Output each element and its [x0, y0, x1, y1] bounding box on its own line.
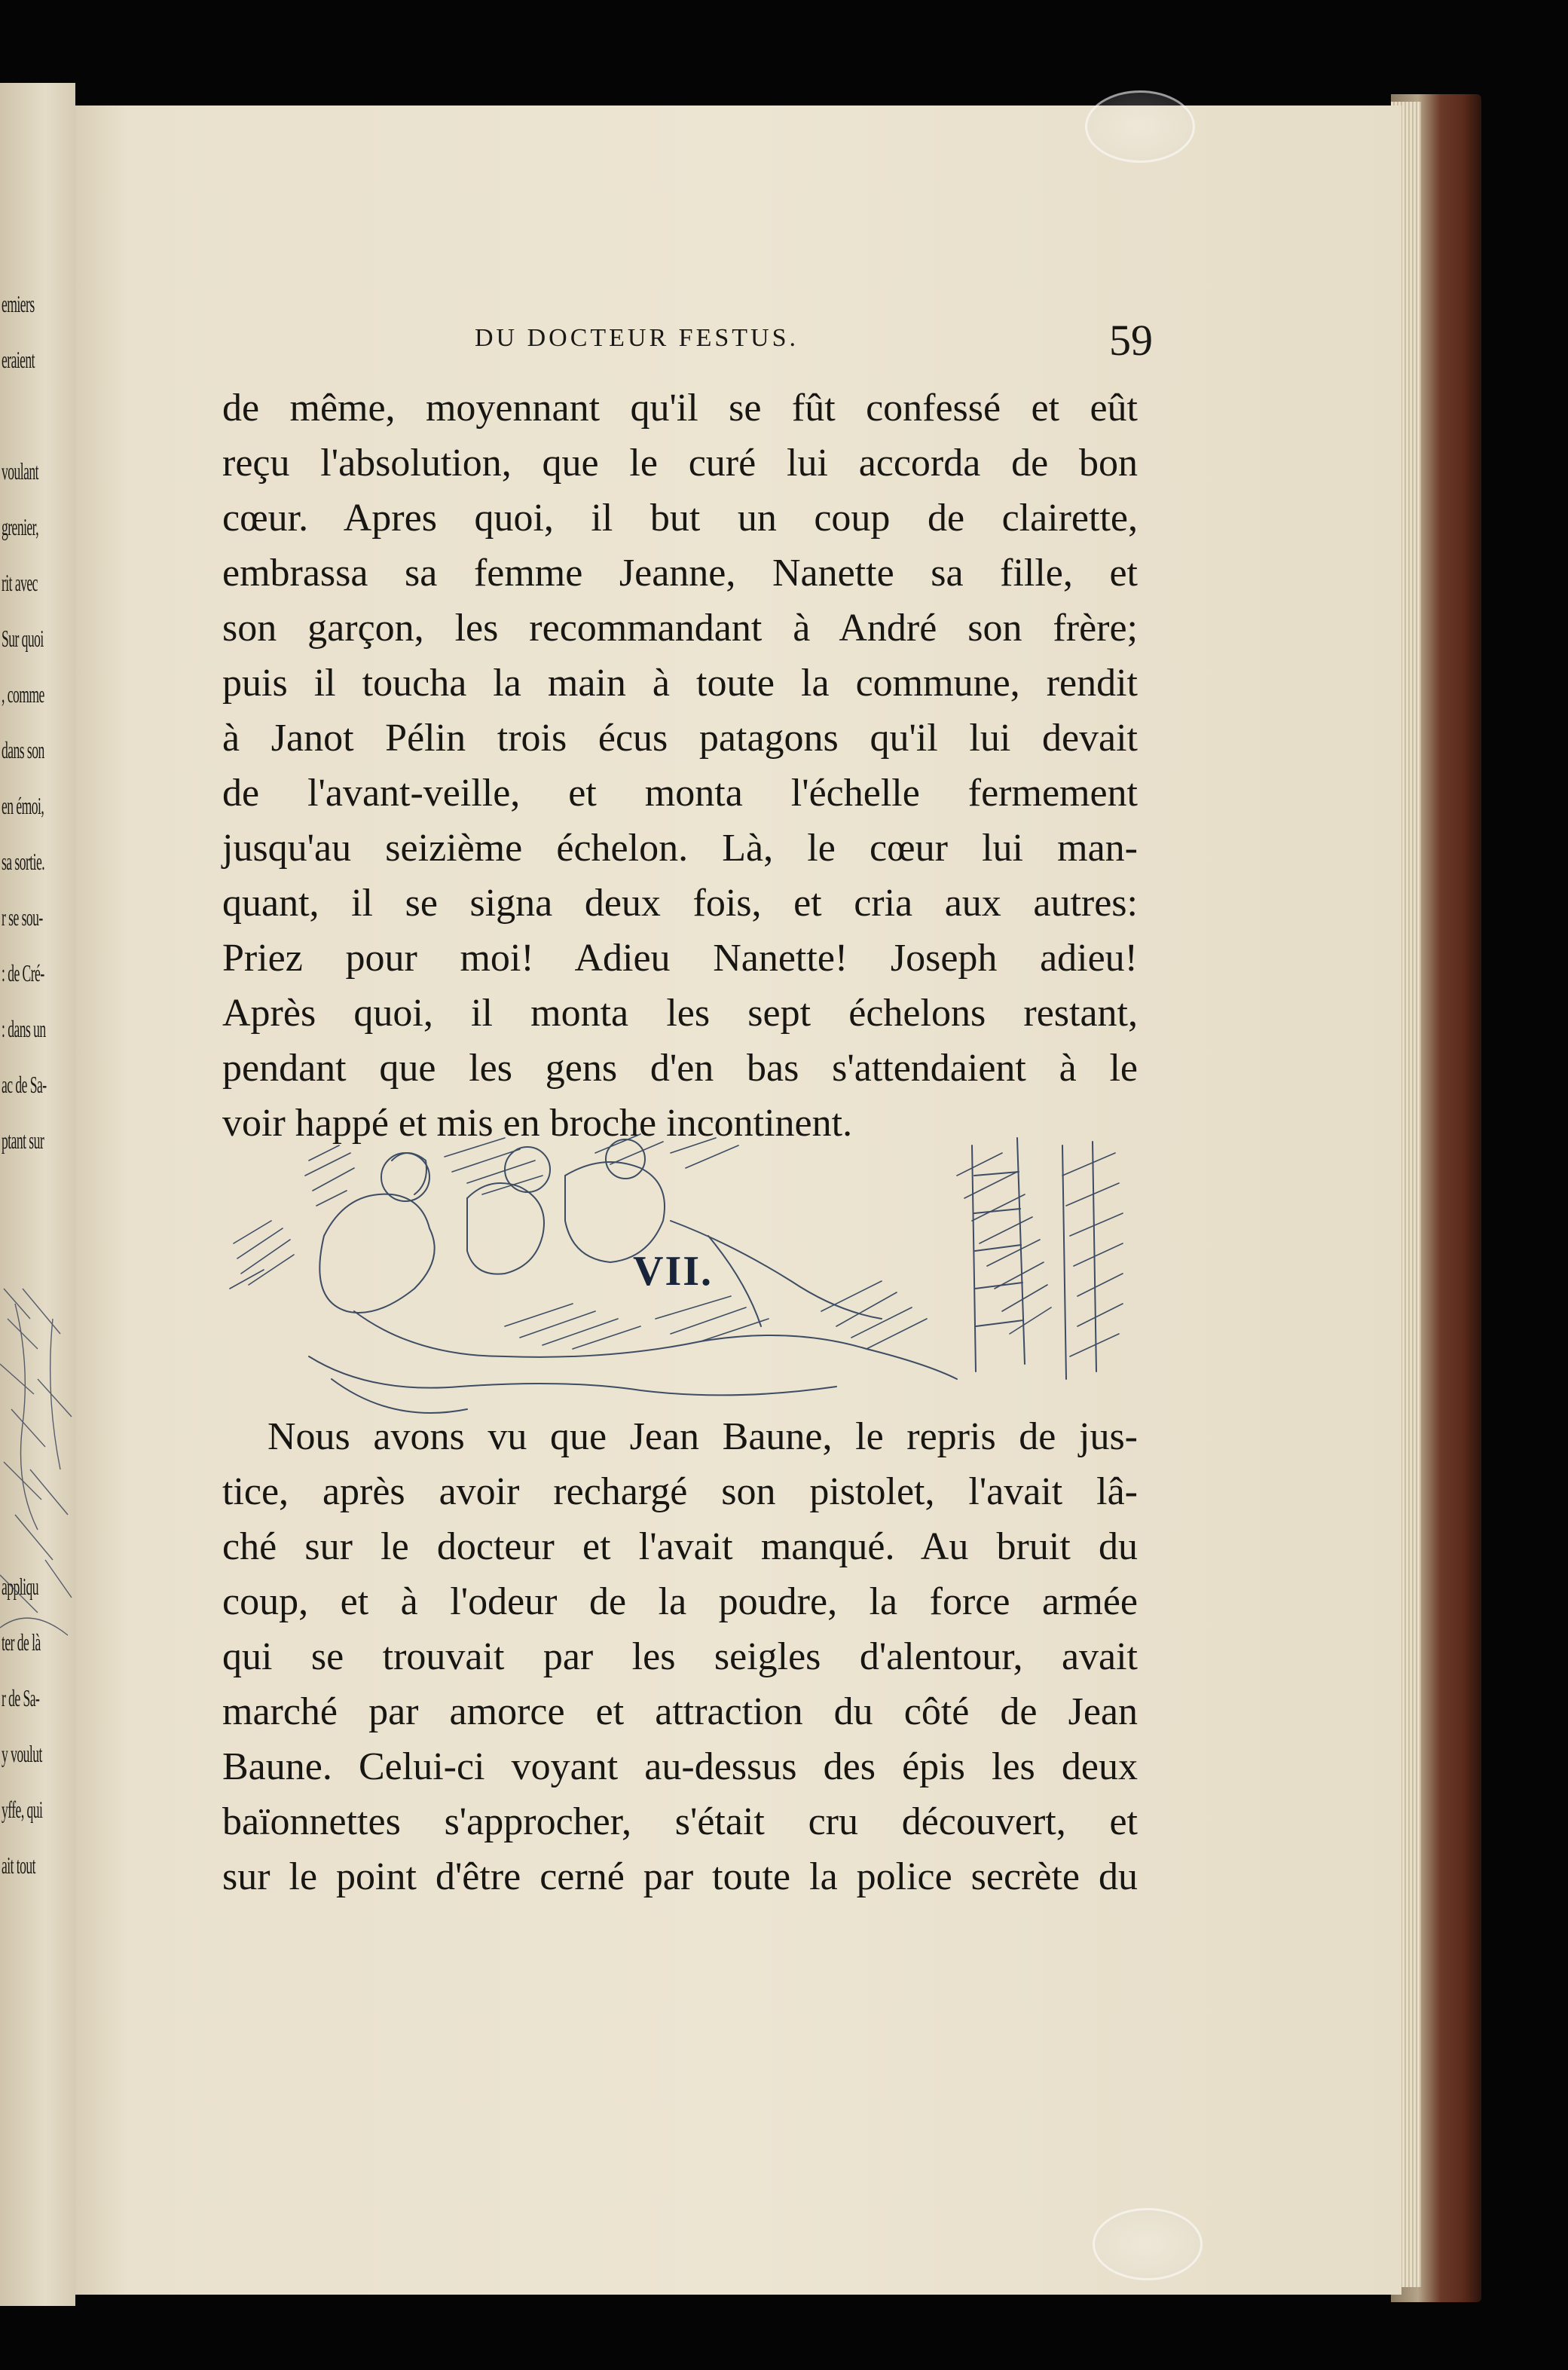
previous-page-text-fragment: : de Cré-	[2, 959, 44, 986]
text-line: de même, moyennant qu'il se fût confessé et eût	[222, 387, 1138, 430]
chapter-number: VII.	[633, 1248, 714, 1295]
previous-page-text-fragment: ac de Sa-	[2, 1071, 47, 1098]
text-line: marché par amorce et attraction du côté de Jean	[222, 1690, 1138, 1733]
text-line: jusqu'au seizième échelon. Là, le cœur lui man-	[222, 827, 1138, 870]
page-header	[226, 316, 1153, 369]
text-line: de l'avant-veille, et monta l'échelle fermement	[222, 772, 1138, 815]
previous-page-text-fragment: ait tout	[2, 1852, 35, 1879]
running-head: DU DOCTEUR FESTUS.	[475, 324, 799, 352]
text-line: embrassa sa femme Jeanne, Nanette sa fille, et	[222, 552, 1138, 595]
text-line: ché sur le docteur et l'avait manqué. Au bruit du	[222, 1525, 1138, 1568]
previous-page-text-fragment: r de Sa-	[2, 1684, 40, 1711]
previous-page-text-fragment: ter de là	[2, 1628, 41, 1656]
text-line: Après quoi, il monta les sept échelons restant,	[222, 992, 1138, 1035]
text-line: sur le point d'être cerné par toute la police secrète du	[222, 1855, 1138, 1898]
text-line: qui se trouvait par les seigles d'alentour, avait	[222, 1635, 1138, 1678]
paragraph-2	[222, 1409, 1138, 1904]
previous-page-text-fragment: emiers	[2, 290, 35, 317]
previous-page-text-fragment: ptant sur	[2, 1127, 44, 1154]
previous-page-text-fragment: Sur quoi	[2, 625, 44, 652]
paragraph-1	[222, 381, 1138, 1151]
previous-page-text-fragment: en émoi,	[2, 792, 44, 819]
previous-page-text-fragment: , comme	[2, 680, 44, 708]
text-line: cœur. Apres quoi, il but un coup de clairette,	[222, 497, 1138, 540]
previous-page-text-fragment: sa sortie.	[2, 848, 45, 875]
text-line: Priez pour moi! Adieu Nanette! Joseph adieu!	[222, 937, 1138, 980]
previous-page-text-fragment: y voulut	[2, 1740, 42, 1767]
previous-page-text-fragment: grenier,	[2, 513, 39, 540]
previous-page-edge	[0, 83, 75, 2306]
previous-page-text-fragment: appliqu	[2, 1573, 38, 1600]
chapter-illustration	[219, 1130, 1145, 1428]
text-line: tice, après avoir rechargé son pistolet, l'avait lâ-	[222, 1470, 1138, 1513]
previous-page-sketch	[0, 1274, 75, 1665]
text-line: coup, et à l'odeur de la poudre, la force armée	[222, 1580, 1138, 1623]
text-line: Baune. Celui-ci voyant au-dessus des épis les deux	[222, 1745, 1138, 1788]
page-clip-top	[1085, 90, 1195, 163]
text-line: pendant que les gens d'en bas s'attendaient à le	[222, 1047, 1138, 1090]
text-line: baïonnettes s'approcher, s'était cru découvert, et	[222, 1800, 1138, 1843]
previous-page-text-fragment: yffe, qui	[2, 1796, 43, 1823]
text-line: voir happé et mis en broche incontinent.	[222, 1102, 853, 1145]
previous-page-text-fragment: eraient	[2, 346, 35, 373]
text-line: son garçon, les recommandant à André son frère;	[222, 607, 1138, 650]
previous-page-text-fragment: r se sou-	[2, 904, 43, 931]
previous-page-text-fragment: voulant	[2, 457, 38, 485]
page-clip-bottom	[1093, 2208, 1203, 2280]
text-line: à Janot Pélin trois écus patagons qu'il lui devait	[222, 717, 1138, 760]
previous-page-text-fragment: dans son	[2, 736, 44, 763]
previous-page-text-fragment: : dans un	[2, 1015, 46, 1042]
text-line: puis il toucha la main à toute la commune, rendit	[222, 662, 1138, 705]
previous-page-text-fragment: rit avec	[2, 569, 38, 596]
text-line: reçu l'absolution, que le curé lui accorda de bon	[222, 442, 1138, 485]
text-line: Nous avons vu que Jean Baune, le repris de jus-	[267, 1415, 1138, 1458]
page-number: 59	[1109, 316, 1153, 365]
text-line: quant, il se signa deux fois, et cria aux autres:	[222, 882, 1138, 925]
